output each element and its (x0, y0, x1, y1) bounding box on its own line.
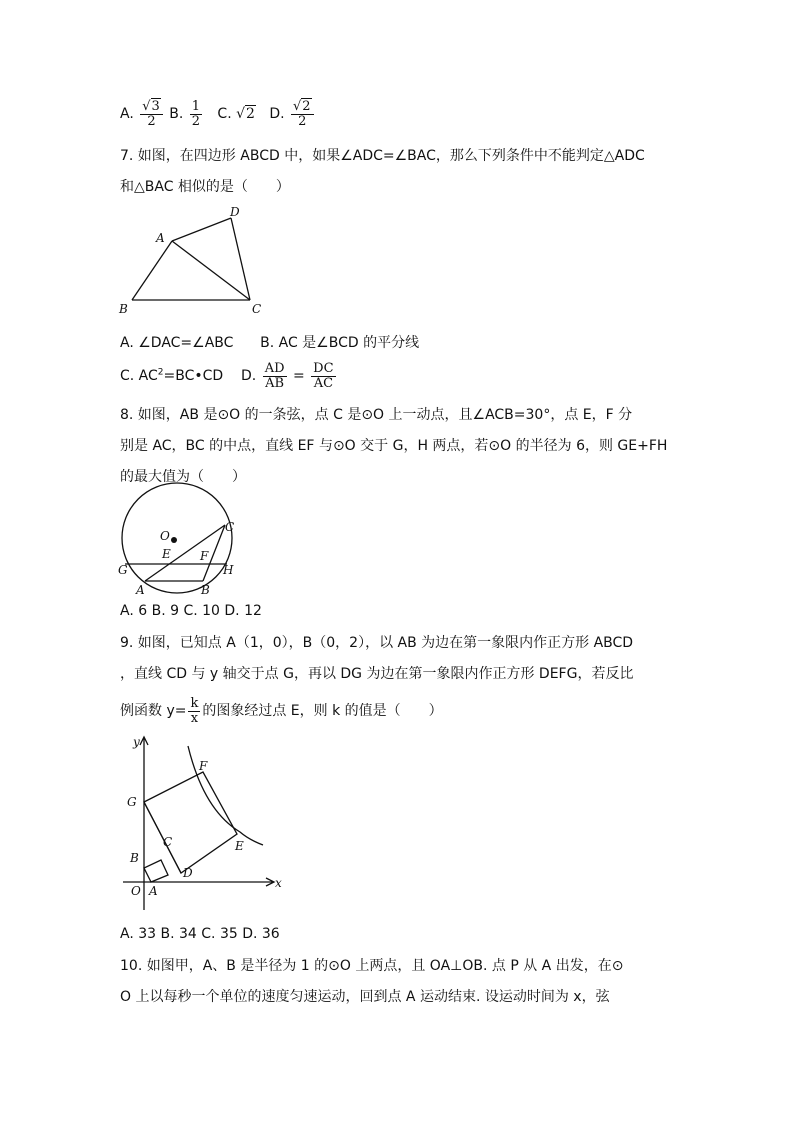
q7-label-a: A (156, 231, 165, 245)
q9-label-y: y (133, 735, 140, 749)
q6-option-c: C. √2 (217, 106, 255, 123)
q9-label-a: A (149, 884, 158, 898)
q7-options-ab (120, 332, 419, 352)
q6-option-b-fraction: $\frac{1}{2}$ (191, 99, 201, 129)
q9-label-b: B (130, 851, 139, 865)
q6-options (120, 100, 316, 128)
q8-stem-line-3: 的最大值为（ ） (120, 469, 246, 485)
q8-label-c: C (225, 520, 235, 534)
q8-center-dot (171, 537, 177, 543)
q8-label-g: G (118, 563, 128, 577)
q8-segment-ac (145, 525, 225, 581)
q7-stem-line-2: 和△BAC 相似的是（ ） (120, 179, 290, 195)
q6-option-b: B. $\frac{1}{2}$ (169, 99, 201, 129)
q7-segment-ad (172, 218, 231, 241)
q8-label-f: F (200, 549, 209, 563)
q8-label-e: E (162, 547, 171, 561)
q7-segment-ab (132, 241, 172, 300)
q9-stem-line-2: ，直线 CD 与 y 轴交于点 G，再以 DG 为边在第一象限内作正方形 DEFG，若反比 (120, 666, 634, 682)
q9-options: A. 33 B. 34 C. 35 D. 36 (120, 926, 280, 942)
q9-label-o: O (131, 884, 141, 898)
q7-label-c: C (252, 302, 262, 316)
q8-circle-o (122, 483, 235, 593)
q9-label-e: E (235, 839, 244, 853)
q9-stem-line-3: 例函数 y= $\frac{k}{x}$ 的图象经过点 E，则 k 的值是（ ） (120, 696, 443, 726)
q9-square-defg (144, 772, 237, 873)
q7-option-a: A. ∠DAC=∠ABC (120, 335, 234, 351)
q9-figure (115, 732, 285, 912)
q9-square-abcd (144, 860, 168, 882)
q7-label-b: B (119, 302, 128, 316)
q9-label-f: F (199, 759, 208, 773)
q7-options-cd (120, 362, 338, 390)
q8-stem-line-2: 别是 AC，BC 的中点，直线 EF 与⊙O 交于 G，H 两点，若⊙O 的半径为 6，则 GE+FH (120, 438, 668, 454)
q8-label-a: A (136, 583, 145, 597)
q8-stem-line-1: 8. 如图，AB 是⊙O 的一条弦，点 C 是⊙O 上一动点，且∠ACB=30°，点 E，F 分 (120, 407, 633, 423)
q7-option-c: C. $AC^2=BC•CD$ (120, 367, 224, 385)
q6-option-c-sqrt: √2 (236, 106, 255, 123)
q9-label-d: D (183, 866, 193, 880)
q10-stem-line-2: O 上以每秒一个单位的速度匀速运动，回到点 A 运动结束. 设运动时间为 x，弦 (120, 989, 610, 1005)
q6-option-d-fraction: $\frac{√2}{2}$ (291, 100, 314, 128)
q8-label-o: O (160, 529, 170, 543)
q9-label-c: C (163, 835, 173, 849)
q9-stem-line-1: 9. 如图，已知点 A（1，0），B（0，2），以 AB 为边在第一象限内作正方形 ABCD (120, 635, 634, 651)
q7-figure (115, 203, 275, 318)
q6-option-d: D. $\frac{√2}{2}$ (269, 106, 315, 122)
q7-option-d: D. $\frac{AD}{AB}$ = $\frac{DC}{AC}$ (241, 361, 334, 391)
q8-options: A. 6 B. 9 C. 10 D. 12 (120, 603, 262, 619)
q9-label-x: x (275, 876, 282, 890)
q6-option-a: A. $\frac{√3}{2}$ (120, 106, 169, 122)
q10-stem-line-1: 10. 如图甲，A、B 是半径为 1 的⊙O 上两点，且 OA⊥OB. 点 P 从 A 出发，在⊙ (120, 958, 624, 974)
q7-label-d: D (230, 205, 240, 219)
q7-stem-line-1: 7. 如图，在四边形 ABCD 中，如果∠ADC=∠BAC，那么下列条件中不能判定△ADC (120, 148, 645, 164)
q8-label-b: B (201, 583, 210, 597)
q6-option-a-fraction: $\frac{√3}{2}$ (140, 100, 163, 128)
q9-label-g: G (127, 795, 137, 809)
q8-figure (115, 488, 245, 598)
q7-option-b: B. AC 是∠BCD 的平分线 (260, 335, 420, 351)
q8-label-h: H (223, 563, 234, 577)
